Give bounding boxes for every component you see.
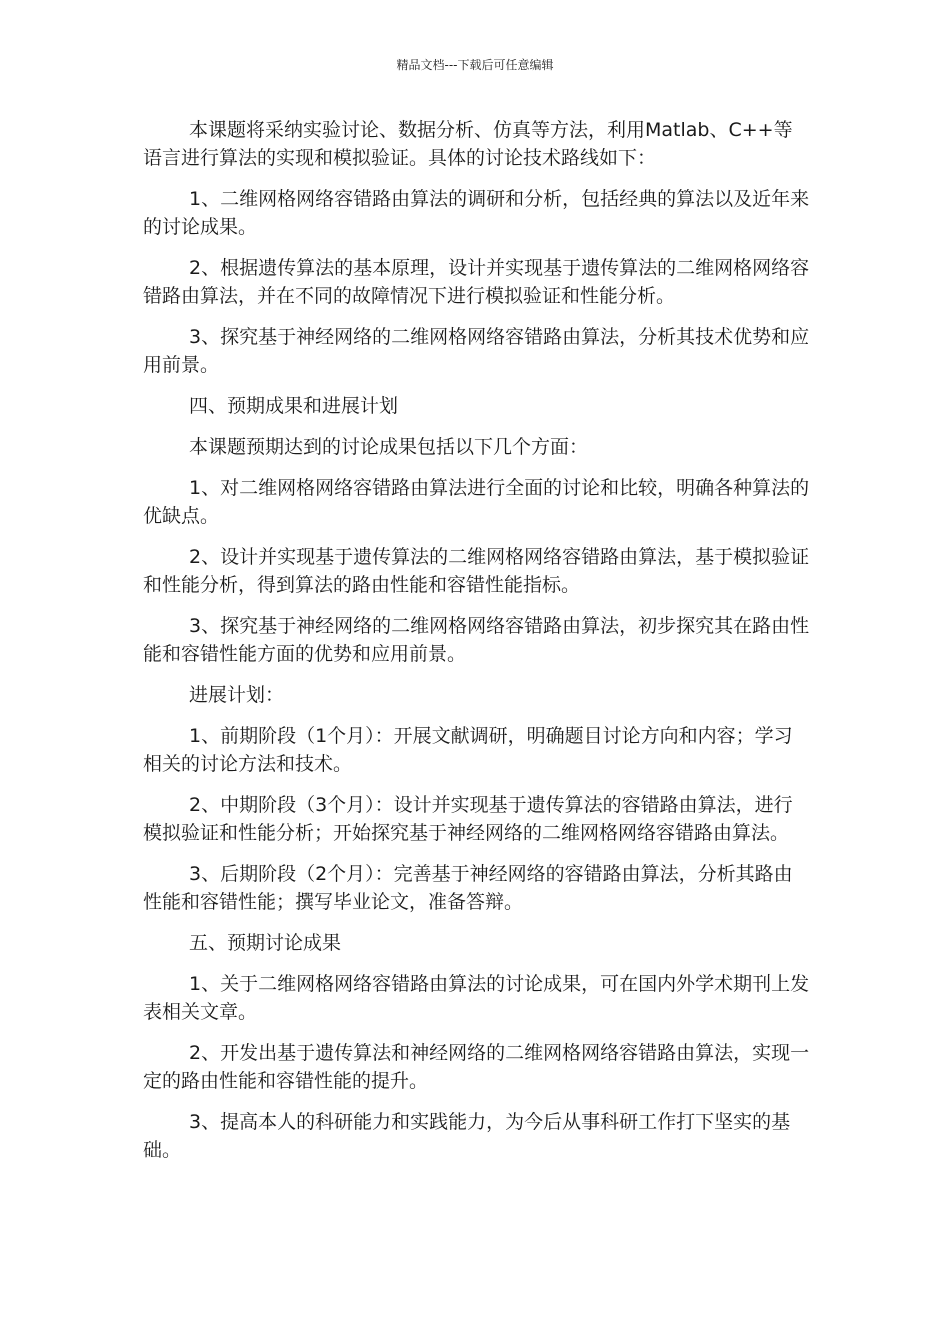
paragraph-intro: 本课题将采纳实验讨论、数据分析、仿真等方法，利用Matlab、C++等语言进行算法的实现和模拟验证。具体的讨论技术路线如下：: [143, 119, 793, 169]
paragraph-expected-3: 3、探究基于神经网络的二维网格网络容错路由算法，初步探究其在路由性能和容错性能方面的优势和应用前景。: [143, 615, 810, 665]
paragraph-outcome-2: 2、开发出基于遗传算法和神经网络的二维网格网络容错路由算法，实现一定的路由性能和容错性能的提升。: [143, 1042, 810, 1092]
paragraph-schedule-3: 3、后期阶段（2个月）：完善基于神经网络的容错路由算法，分析其路由性能和容错性能；撰写毕业论文，准备答辩。: [143, 863, 793, 913]
section-heading-four: 四、预期成果和进展计划: [189, 395, 399, 417]
paragraph-expected-intro: 本课题预期达到的讨论成果包括以下几个方面：: [189, 436, 589, 458]
subheading-schedule: 进展计划：: [189, 684, 285, 706]
paragraph-schedule-1: 1、前期阶段（1个月）：开展文献调研，明确题目讨论方向和内容；学习相关的讨论方法和技术。: [143, 725, 793, 775]
section-heading-five: 五、预期讨论成果: [189, 932, 342, 954]
page-header: 精品文档---下载后可任意编辑: [396, 58, 554, 72]
paragraph-expected-1: 1、对二维网格网络容错路由算法进行全面的讨论和比较，明确各种算法的优缺点。: [143, 477, 810, 527]
paragraph-outcome-3: 3、提高本人的科研能力和实践能力，为今后从事科研工作打下坚实的基础。: [143, 1111, 791, 1161]
paragraph-route-2: 2、根据遗传算法的基本原理，设计并实现基于遗传算法的二维网格网络容错路由算法，并在不同的故障情况下进行模拟验证和性能分析。: [143, 257, 810, 307]
paragraph-expected-2: 2、设计并实现基于遗传算法的二维网格网络容错路由算法，基于模拟验证和性能分析，得到算法的路由性能和容错性能指标。: [143, 546, 810, 596]
document-body: [143, 116, 811, 1177]
paragraph-outcome-1: 1、关于二维网格网络容错路由算法的讨论成果，可在国内外学术期刊上发表相关文章。: [143, 973, 810, 1023]
paragraph-schedule-2: 2、中期阶段（3个月）：设计并实现基于遗传算法的容错路由算法，进行模拟验证和性能分析；开始探究基于神经网络的二维网格网络容错路由算法。: [143, 794, 793, 844]
paragraph-route-1: 1、二维网格网络容错路由算法的调研和分析，包括经典的算法以及近年来的讨论成果。: [143, 188, 810, 238]
paragraph-route-3: 3、探究基于神经网络的二维网格网络容错路由算法，分析其技术优势和应用前景。: [143, 326, 810, 376]
